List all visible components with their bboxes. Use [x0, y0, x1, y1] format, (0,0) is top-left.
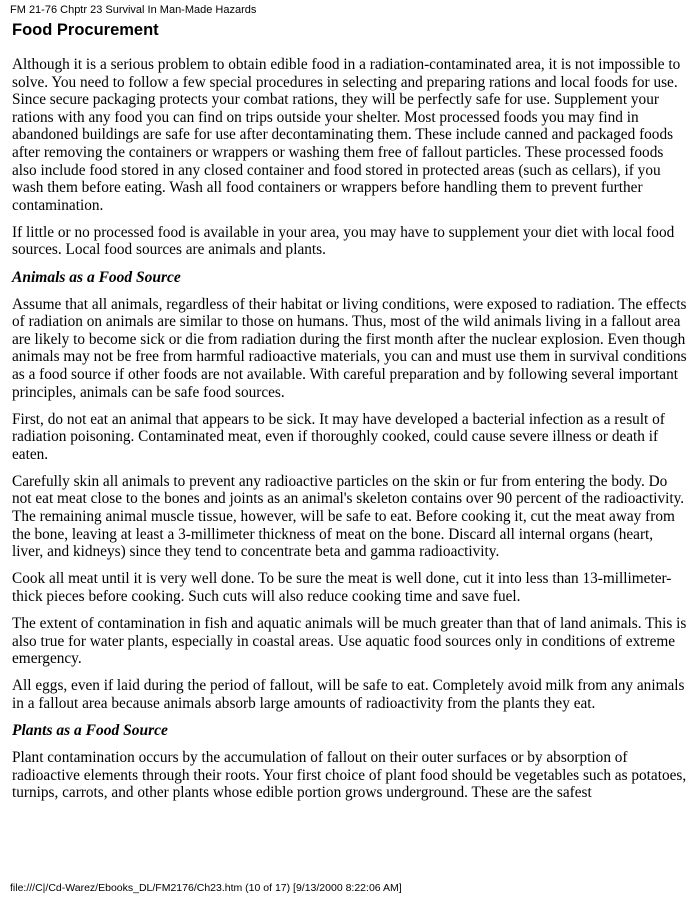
animals-paragraph-2: First, do not eat an animal that appears to be sick. It may have developed a bacterial infection as a result of radiation poisoning. Contaminated meat, even if thoroughly cooked, could cause severe illness or death if eaten. [12, 410, 665, 463]
section-heading-plants: Plants as a Food Source [12, 722, 168, 739]
animals-paragraph-6: All eggs, even if laid during the period of fallout, will be safe to eat. Completely avoid milk from any animals in a fallout area because animals absorb large amounts of radioactivity from the plants they eat. [12, 677, 685, 712]
page-title: Food Procurement [12, 21, 159, 39]
intro-paragraph-2: If little or no processed food is available in your area, you may have to supplement your diet with local food sources. Local food sources are animals and plants. [12, 223, 675, 259]
animals-paragraph-3: Carefully skin all animals to prevent any radioactive particles on the skin or fur from entering the body. Do not eat meat close to the bones and joints as an animal's skeleton contains over 90 percent of the radioactivity. The remaining animal muscle tissue, however, will be safe to eat. Before cooking it, cut the meat away from the bone, leaving at least a 3-millimeter thickness of meat on the bone. Discard all internal organs (heart, liver, and kidneys) since they tend to concentrate beta and gamma radioactivity. [12, 472, 685, 561]
document-body [12, 20, 688, 811]
print-footer-url: file:///C|/Cd-Warez/Ebooks_DL/FM2176/Ch23.htm (10 of 17) [9/13/2000 8:22:06 AM] [10, 882, 402, 894]
print-header: FM 21-76 Chptr 23 Survival In Man-Made Hazards [10, 4, 257, 16]
animals-paragraph-5: The extent of contamination in fish and aquatic animals will be much greater than that of land animals. This is also true for water plants, especially in coastal areas. Use aquatic food sources only in conditions of extreme emergency. [12, 615, 687, 668]
section-heading-animals: Animals as a Food Source [12, 268, 181, 286]
plants-paragraph-1: Plant contamination occurs by the accumulation of fallout on their outer surfaces or by absorption of radioactive elements through their roots. Your first choice of plant food should be vegetables such as potatoes, turnips, carrots, and other plants whose edible portion grows underground. These are the safest [12, 749, 687, 802]
animals-paragraph-4: Cook all meat until it is very well done. To be sure the meat is well done, cut it into less than 13-millimeter-thick pieces before cooking. Such cuts will also reduce cooking time and save fuel. [12, 570, 672, 605]
animals-paragraph-1: Assume that all animals, regardless of their habitat or living conditions, were exposed to radiation. The effects of radiation on animals are similar to those on humans. Thus, most of the wild animals living in a fallout area are likely to become sick or die from radiation during the first month after the nuclear explosion. Even though animals may not be free from harmful radioactive materials, you can and must use them in survival conditions as a food source if other foods are not available. With careful preparation and by following several important principles, animals can be safe food sources. [12, 295, 687, 401]
intro-paragraph-1: Although it is a serious problem to obtain edible food in a radiation-contaminated area, it is not impossible to solve. You need to follow a few special procedures in selecting and preparing rations and local foods for use. Since secure packaging protects your combat rations, they will be perfectly safe for use. Supplement your rations with any food you can find on trips outside your shelter. Most processed foods you may find in abandoned buildings are safe for use after decontaminating them. These include canned and packaged foods after removing the containers or wrappers or washing them free of fallout particles. These processed foods also include food stored in any closed container and food stored in protected areas (such as cellars), if you wash them before eating. Wash all food containers or wrappers before handling them to prevent further contamination. [12, 56, 681, 214]
